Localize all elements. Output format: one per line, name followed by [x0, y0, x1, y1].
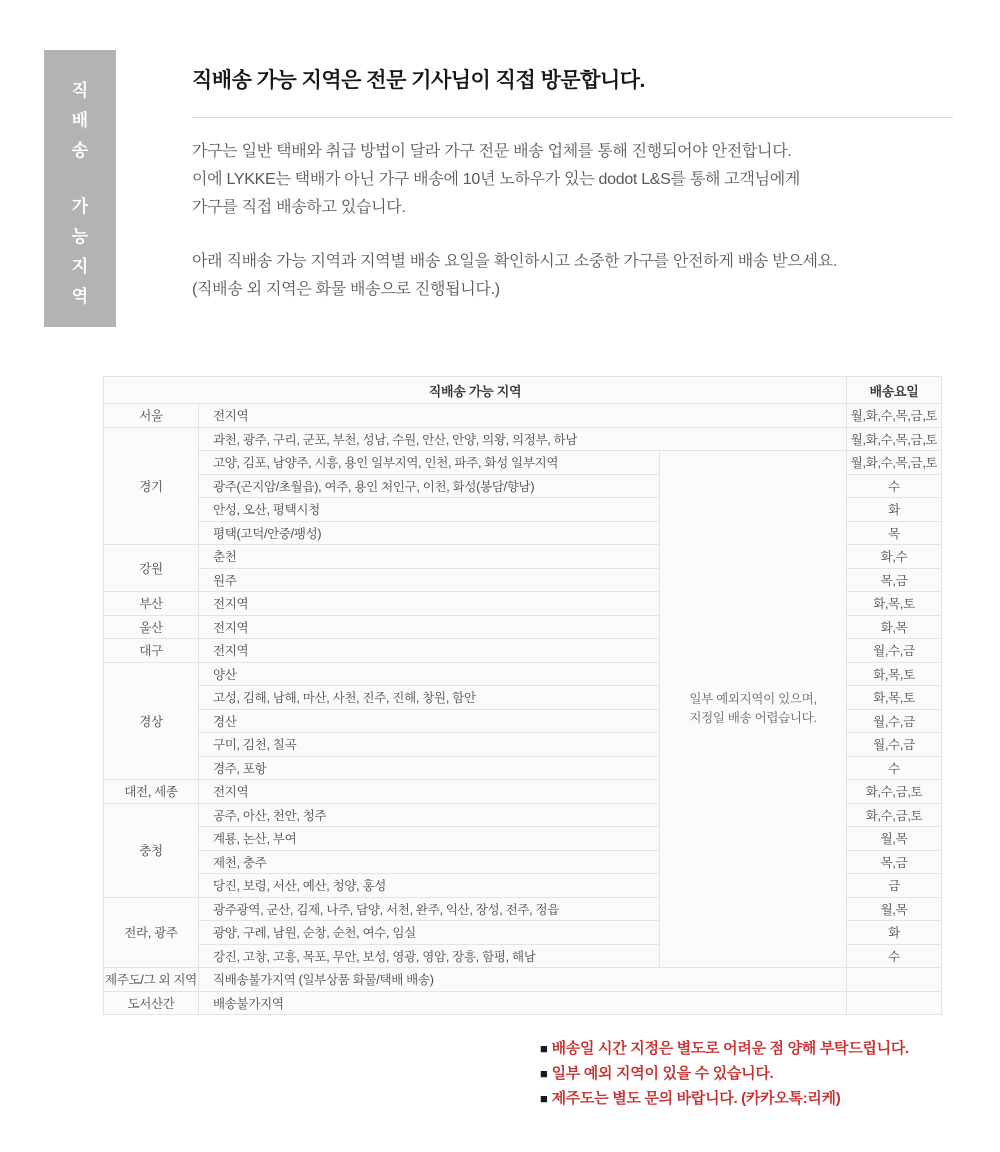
footnote-item: ■ 일부 예외 지역이 있을 수 있습니다. — [540, 1065, 774, 1082]
days-cell: 월,목 — [847, 827, 942, 851]
note-line: 지정일 배송 어렵습니다. — [689, 711, 817, 725]
note-cell — [660, 451, 847, 968]
days-cell: 화,목,토 — [847, 686, 942, 710]
days-cell: 월,수,금 — [847, 733, 942, 757]
areas-cell: 제천, 충주 — [199, 850, 660, 874]
days-cell — [847, 991, 942, 1015]
region-cell: 서울 — [104, 404, 199, 428]
areas-cell: 전지역 — [199, 404, 847, 428]
sidebar-tab-char: 배 — [71, 111, 89, 130]
days-cell: 화,수,금,토 — [847, 803, 942, 827]
areas-cell: 전지역 — [199, 615, 660, 639]
areas-cell: 경산 — [199, 709, 660, 733]
areas-cell: 계룡, 논산, 부여 — [199, 827, 660, 851]
areas-cell: 양산 — [199, 662, 660, 686]
sidebar-tab-char: 직 — [71, 81, 89, 100]
region-cell: 전라, 광주 — [104, 897, 199, 968]
delivery-table-wrapper — [103, 376, 941, 1015]
days-cell: 화,목,토 — [847, 662, 942, 686]
areas-cell: 고양, 김포, 남양주, 시흥, 용인 일부지역, 인천, 파주, 화성 일부지역 — [199, 451, 660, 475]
areas-cell: 평택(고덕/안중/팽성) — [199, 521, 660, 545]
days-cell: 월,화,수,목,금,토 — [847, 404, 942, 428]
areas-cell: 춘천 — [199, 545, 660, 569]
days-cell: 수 — [847, 944, 942, 968]
days-cell: 화,수 — [847, 545, 942, 569]
days-cell: 목,금 — [847, 568, 942, 592]
areas-cell: 당진, 보령, 서산, 예산, 청양, 홍성 — [199, 874, 660, 898]
days-cell: 화,수,금,토 — [847, 780, 942, 804]
region-cell: 도서산간 — [104, 991, 199, 1015]
table-row — [104, 451, 942, 475]
areas-cell: 공주, 아산, 천안, 청주 — [199, 803, 660, 827]
days-cell — [847, 968, 942, 992]
table-header-days: 배송요일 — [847, 377, 942, 404]
days-cell: 월,화,수,목,금,토 — [847, 427, 942, 451]
table-row — [104, 427, 942, 451]
days-cell: 월,수,금 — [847, 709, 942, 733]
bullet-square-icon: ■ — [540, 1091, 548, 1106]
days-cell: 월,수,금 — [847, 639, 942, 663]
sidebar-tab-char: 역 — [71, 287, 89, 306]
areas-cell: 원주 — [199, 568, 660, 592]
region-cell: 대전, 세종 — [104, 780, 199, 804]
sidebar-tab-char: 가 — [71, 197, 89, 216]
table-row — [104, 991, 942, 1015]
region-cell: 울산 — [104, 615, 199, 639]
region-cell: 강원 — [104, 545, 199, 592]
sidebar-tab-char: 송 — [71, 141, 89, 160]
days-cell: 월,화,수,목,금,토 — [847, 451, 942, 475]
days-cell: 수 — [847, 756, 942, 780]
days-cell: 월,목 — [847, 897, 942, 921]
areas-cell: 강진, 고창, 고흥, 목포, 무안, 보성, 영광, 영암, 장흥, 함평, 해남 — [199, 944, 660, 968]
delivery-table — [103, 376, 942, 1015]
days-cell: 화,목,토 — [847, 592, 942, 616]
areas-cell: 전지역 — [199, 592, 660, 616]
days-cell: 금 — [847, 874, 942, 898]
areas-cell: 구미, 김천, 칠곡 — [199, 733, 660, 757]
text-line: (직배송 외 지역은 화물 배송으로 진행됩니다.) — [192, 281, 500, 298]
bullet-square-icon: ■ — [540, 1041, 548, 1056]
text-line: 가구는 일반 택배와 취급 방법이 달라 가구 전문 배송 업체를 통해 진행되어야 안전합니다. — [192, 143, 792, 160]
table-header-main: 직배송 가능 지역 — [104, 377, 847, 404]
footnotes — [540, 1036, 970, 1111]
days-cell: 화,목 — [847, 615, 942, 639]
note-line: 일부 예외지역이 있으며, — [689, 692, 817, 706]
title-divider — [192, 117, 953, 118]
text-line: 아래 직배송 가능 지역과 지역별 배송 요일을 확인하시고 소중한 가구를 안전하게 배송 받으세요. — [192, 253, 837, 270]
areas-cell: 전지역 — [199, 639, 660, 663]
areas-cell: 경주, 포항 — [199, 756, 660, 780]
areas-cell: 광주광역, 군산, 김제, 나주, 담양, 서천, 완주, 익산, 장성, 전주, 정읍 — [199, 897, 660, 921]
areas-cell: 전지역 — [199, 780, 660, 804]
table-header-row — [104, 377, 942, 404]
table-row — [104, 968, 942, 992]
text-line: 가구를 직접 배송하고 있습니다. — [192, 199, 406, 216]
areas-cell: 과천, 광주, 구리, 군포, 부천, 성남, 수원, 안산, 안양, 의왕, 의정부, 하남 — [199, 427, 847, 451]
region-cell: 대구 — [104, 639, 199, 663]
intro-paragraph-1 — [192, 138, 982, 222]
table-row — [104, 404, 942, 428]
page-title: 직배송 가능 지역은 전문 기사님이 직접 방문합니다. — [192, 69, 645, 92]
days-cell: 화 — [847, 921, 942, 945]
bullet-square-icon: ■ — [540, 1066, 548, 1081]
region-cell: 부산 — [104, 592, 199, 616]
region-cell: 제주도/그 외 지역 — [104, 968, 199, 992]
intro-paragraph-2 — [192, 248, 982, 304]
days-cell: 목,금 — [847, 850, 942, 874]
sidebar-tab — [44, 50, 116, 327]
region-cell: 경기 — [104, 427, 199, 545]
areas-cell: 배송불가지역 — [199, 991, 847, 1015]
footnote-item: ■ 제주도는 별도 문의 바랍니다. (카카오톡:리케) — [540, 1090, 841, 1107]
areas-cell: 고성, 김해, 남해, 마산, 사천, 진주, 진해, 창원, 함안 — [199, 686, 660, 710]
areas-cell: 광주(곤지암/초월읍), 여주, 용인 처인구, 이천, 화성(봉담/향남) — [199, 474, 660, 498]
days-cell: 수 — [847, 474, 942, 498]
areas-cell: 광양, 구례, 남원, 순창, 순천, 여수, 임실 — [199, 921, 660, 945]
footnote-item: ■ 배송일 시간 지정은 별도로 어려운 점 양해 부탁드립니다. — [540, 1040, 909, 1057]
region-cell: 충청 — [104, 803, 199, 897]
text-line: 이에 LYKKE는 택배가 아닌 가구 배송에 10년 노하우가 있는 dodot L&S를 통해 고객님에게 — [192, 171, 801, 188]
areas-cell: 안성, 오산, 평택시청 — [199, 498, 660, 522]
sidebar-tab-char: 능 — [71, 227, 89, 246]
sidebar-tab-char: 지 — [71, 257, 89, 276]
days-cell: 목 — [847, 521, 942, 545]
region-cell: 경상 — [104, 662, 199, 780]
areas-cell: 직배송불가지역 (일부상품 화물/택배 배송) — [199, 968, 847, 992]
days-cell: 화 — [847, 498, 942, 522]
